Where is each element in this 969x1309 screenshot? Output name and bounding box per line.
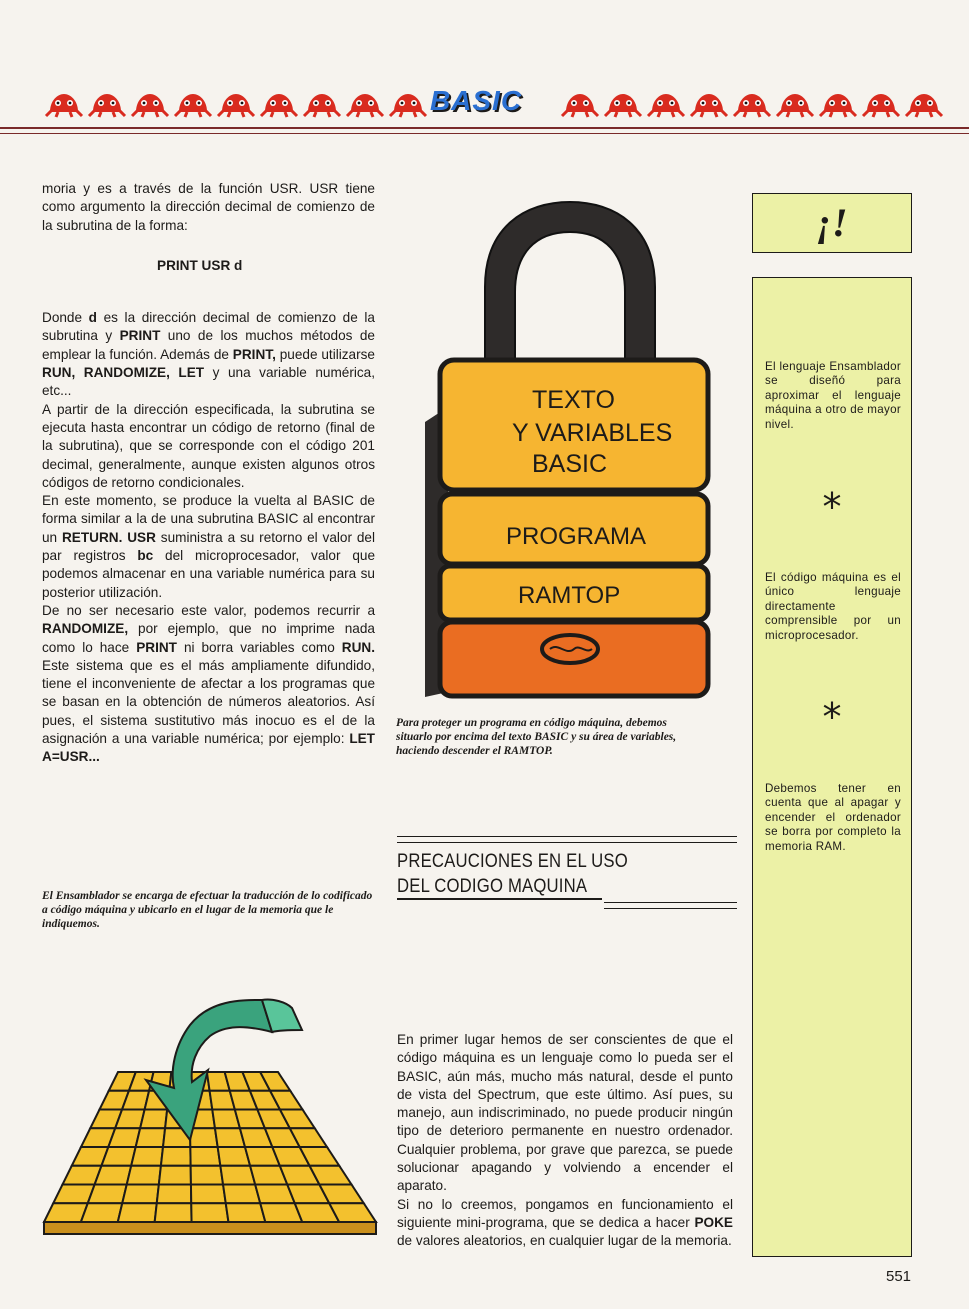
bold-run: RUN. xyxy=(341,639,375,655)
crab-icon xyxy=(259,92,299,123)
grid-cell xyxy=(131,1147,163,1166)
crab-icon xyxy=(861,92,901,123)
band-label-line: Y VARIABLES xyxy=(512,419,673,447)
text-run: uno de los muchos métodos de emplear la función. Además de xyxy=(42,328,375,362)
crab-icon xyxy=(818,92,858,123)
bold-run: RANDOMIZE, xyxy=(42,621,129,637)
crab-icon xyxy=(904,92,944,123)
bold-run: POKE xyxy=(694,1214,733,1230)
crab-icon xyxy=(603,92,643,123)
crab-icon xyxy=(87,92,127,123)
grid-cell xyxy=(161,1147,191,1166)
crab-icon xyxy=(44,92,84,123)
grid-cell xyxy=(157,1185,192,1204)
bold-run: RETURN. USR xyxy=(61,529,156,545)
grid-cell xyxy=(88,1185,127,1204)
paragraph xyxy=(397,1196,733,1251)
text-run: A partir de la dirección especificada, la subrutina se ejecuta hasta encontrar un código de retorno (final de la subrutina), que se corresponde con el código 201 decimal, generalmente, aunque existen algunos otros códigos de retorno condicionales. xyxy=(42,401,375,490)
crab-icon xyxy=(560,92,600,123)
grid-cell xyxy=(95,1166,132,1185)
grid-cell xyxy=(81,1203,122,1222)
sidebar-note: El código máquina es el único lenguaje directamente comprensible por un microprocesador. xyxy=(765,571,901,642)
text-run: En este momento, se produce la vuelta al BASIC de forma similar a la de una subrutina BASIC al encontrar un xyxy=(42,493,375,545)
sidebar-note: El lenguaje Ensamblador se diseñó para aproximar el lenguaje máquina a otro de mayor nivel. xyxy=(765,360,901,431)
text-run: Donde xyxy=(42,310,89,326)
text-run: moria y es a través de la función USR. USR tiene como argumento la dirección decimal de comienzo de la subrutina de la forma: xyxy=(42,181,375,233)
section-heading-line1: PRECAUCIONES EN EL USO xyxy=(397,851,628,872)
assembler-caption: El Ensamblador se encarga de efectuar la traducción de lo codificado a código máquina y ubicarlo en el lugar de la memoria que le indiquemos. xyxy=(42,890,373,930)
section-rule-right xyxy=(604,902,737,909)
text-run: En primer lugar hemos de ser conscientes de que el código máquina es un lenguaje como lo pueda ser el BASIC, aún más, mucho más natural, desde el punto de vista del Spectrum, que este último. Así pues, su manejo, aun indiscriminado, no puede producir ningún tipo de deterioro permanente en nuestro ordenador. Cualquier problema, por grave que parezca, se puede solucionar apagando y volviendo a encender el aparato. xyxy=(397,1032,733,1194)
sidebar-notes-box xyxy=(752,277,912,1257)
sidebar-note: Debemos tener en cuenta que al apagar y encender el ordenador se borra por completo la memoria RAM. xyxy=(765,782,901,853)
grid-cell xyxy=(191,1166,223,1185)
asterisk-separator: * xyxy=(822,485,842,529)
crab-icon xyxy=(775,92,815,123)
bold-run: bc xyxy=(137,548,154,564)
basic-logo: BASIC xyxy=(429,85,523,116)
crab-icon xyxy=(646,92,686,123)
memory-grid xyxy=(44,1072,376,1234)
paragraph xyxy=(397,1031,733,1196)
text-run: Si no lo creemos, pongamos en funcionamiento el siguiente mini-programa, que se dedica a hacer xyxy=(397,1196,733,1230)
grid-cell xyxy=(191,1185,226,1204)
text-run: De no ser necesario este valor, podemos recurrir a xyxy=(42,602,375,618)
grid-cell xyxy=(223,1185,260,1204)
padlock-caption: Para proteger un programa en código máquina, debemos situarlo por encima del texto BASIC y su área de variables, haciendo descender el RAMTOP. xyxy=(396,717,677,757)
bold-run: PRINT xyxy=(136,639,177,655)
sidebar-title-box xyxy=(752,193,912,253)
text-run: ni borra variables como xyxy=(176,639,342,655)
crab-border-right xyxy=(560,92,940,120)
grid-cell xyxy=(136,1128,165,1147)
page-number: 551 xyxy=(886,1268,912,1285)
band-label-ramtop: RAMTOP xyxy=(518,582,621,609)
crab-icon xyxy=(173,92,213,123)
sidebar-title: ¡! xyxy=(816,200,848,245)
text-run: por ejemplo, que no imprime nada como lo hace xyxy=(42,621,375,655)
band-label-line: TEXTO xyxy=(532,386,615,414)
grid-cell xyxy=(101,1147,135,1166)
header-rule-top xyxy=(0,127,969,129)
grid-cell xyxy=(191,1203,228,1222)
paragraph xyxy=(42,309,375,400)
crab-icon xyxy=(689,92,729,123)
text-run: del microprocesador, valor que podemos almacenar en una variable numérica para su posterior utilización. xyxy=(42,548,375,600)
paragraph xyxy=(42,602,375,767)
bold-run: LET A=USR... xyxy=(42,731,375,765)
band-label-line: BASIC xyxy=(532,450,608,478)
text-run: puede utilizarse xyxy=(275,346,375,362)
grid-cell xyxy=(159,1166,191,1185)
left-column-text xyxy=(42,180,375,767)
band-label-programa: PROGRAMA xyxy=(506,523,647,550)
text-run: Este sistema que es el más ampliamente difundido, tiene el inconveniente de afectar a los programas que se basan en la obtención de números aleatorios. Así pues, el sistema sustitutivo más inocuo es el de la asignación a una variable numérica; por ejemplo: xyxy=(42,657,375,747)
bold-run: PRINT xyxy=(119,328,161,344)
memory-grid-illustration xyxy=(40,970,385,1242)
grid-cell xyxy=(190,1147,220,1166)
crab-icon xyxy=(732,92,772,123)
heading-underline xyxy=(397,898,602,900)
bold-run: d xyxy=(88,310,97,326)
crab-icon xyxy=(345,92,385,123)
crab-icon xyxy=(216,92,256,123)
paragraph xyxy=(42,492,375,602)
section-heading-line2: DEL CODIGO MAQUINA xyxy=(397,876,588,897)
crab-icon xyxy=(388,92,428,123)
text-run: y una variable numérica, etc... xyxy=(42,365,376,399)
crab-icon xyxy=(302,92,342,123)
asterisk-separator: * xyxy=(822,695,842,739)
text-run: es la dirección decimal de comienzo de la subrutina y xyxy=(42,310,375,344)
code-line: PRINT USR d xyxy=(157,257,243,273)
text-run: suministra a su retorno el valor del par registros xyxy=(42,529,375,564)
paragraph xyxy=(42,401,375,492)
grid-cell xyxy=(190,1128,218,1147)
grid-base xyxy=(44,1222,376,1234)
paragraph xyxy=(42,180,375,235)
padlock-illustration xyxy=(410,192,730,712)
grid-cell xyxy=(118,1203,157,1222)
bold-run: PRINT, xyxy=(232,346,276,362)
section-rule-top xyxy=(397,836,737,843)
text-run: de valores aleatorios, en cualquier lugar de la memoria. xyxy=(397,1233,732,1249)
grid-cell xyxy=(127,1166,161,1185)
crab-border-left xyxy=(44,92,424,120)
bold-run: RUN, RANDOMIZE, LET xyxy=(42,365,205,381)
grid-cell xyxy=(140,1110,167,1129)
grid-cell xyxy=(226,1203,266,1222)
grid-cell xyxy=(155,1203,192,1222)
header-rule-bottom xyxy=(0,133,969,134)
grid-cell xyxy=(122,1185,159,1204)
crab-icon xyxy=(130,92,170,123)
section-body-text xyxy=(397,1031,733,1251)
